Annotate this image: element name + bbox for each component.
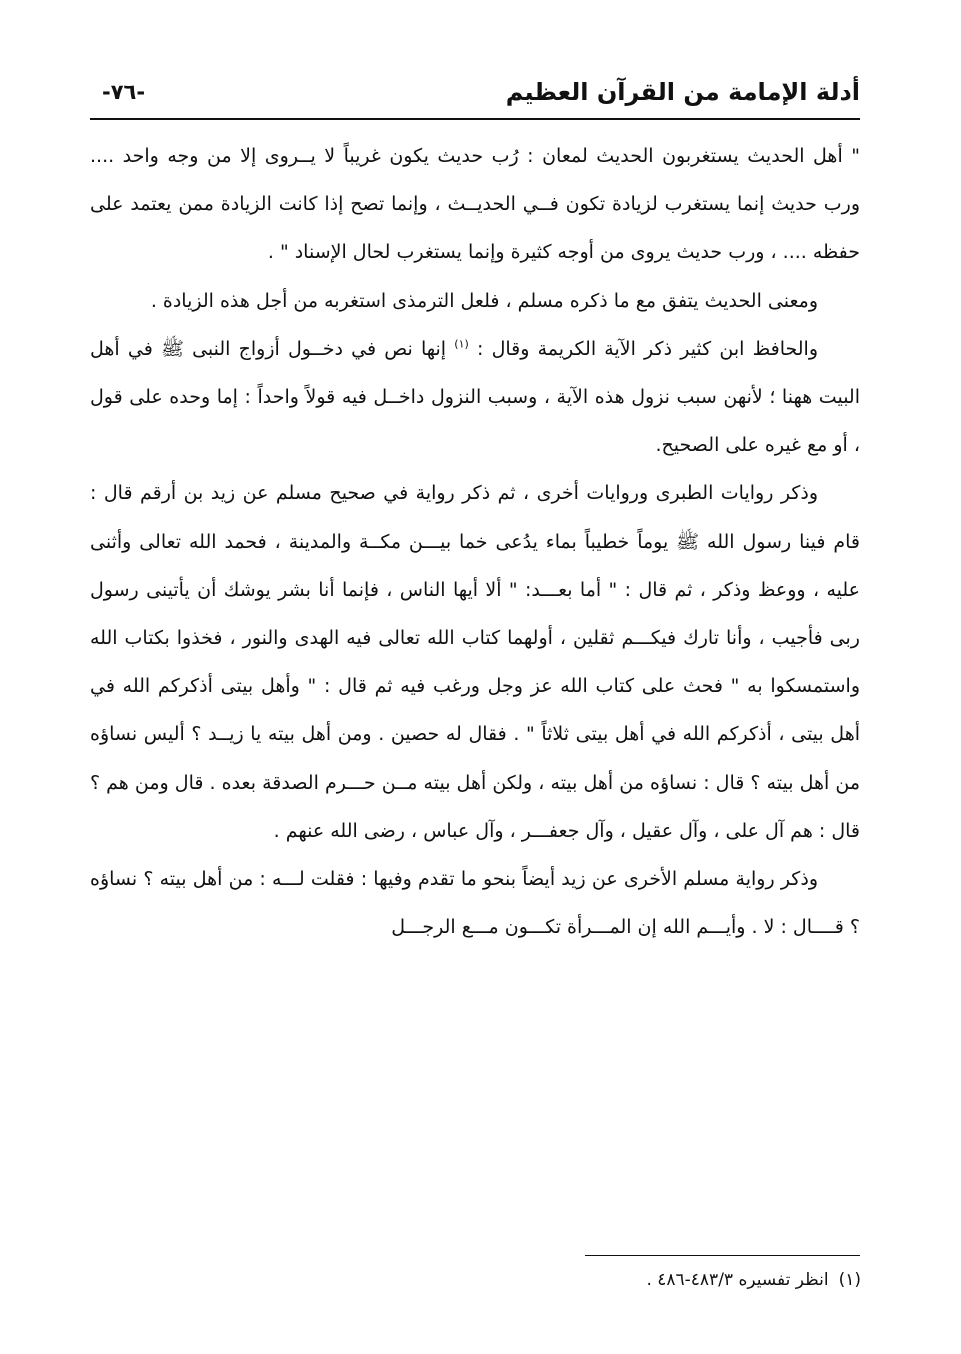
paragraph-other-narration: وذكر رواية مسلم الأخرى عن زيد أيضاً بنحو ما تقدم وفيها : فقلت لـــه : من أهل بيته ؟ نساؤه ؟ قــــال : لا . وأيـــم الله إن المـــرأة تكـــون مـــع الرجـــل [90,868,860,939]
footnote-text: انظر تفسيره ٤٨٣/٣-٤٨٦ . [646,1270,829,1290]
page-number: -٧٦- [102,80,146,104]
paragraph-meaning: ومعنى الحديث يتفق مع ما ذكره مسلم ، فلعل الترمذى استغربه من أجل هذه الزيادة . [150,289,818,312]
page-header [90,78,860,120]
footnote-divider [585,1255,860,1256]
header-divider [90,118,860,120]
paragraph-muslim-narration: وذكر روايات الطبرى وروايات أخرى ، ثم ذكر رواية في صحيح مسلم عن زيد بن أرقم قال : قام فينا رسول الله ﷺ يوماً خطيباً بماء يدُعى خما بيـــن مكــة والمدينة ، فحمد الله تعالى وأثنى عليه ، ووعظ وذكر ، ثم قال : " أما بعـــد: " ألا أيها الناس ، فإنما أنا بشر يوشك أن يأتينى رسول ربى فأجيب ، وأنا تارك فيكـــم ثقلين ، أولهما كتاب الله تعالى فيه الهدى والنور ، فخذوا بكتاب الله واستمسكوا به " فحث على كتاب الله عز وجل ورغب فيه ثم قال : " وأهل بيتى أذكركم الله في أهل بيتى ، أذكركم الله في أهل بيتى ثلاثاً " . فقال له حصين . ومن أهل بيته يا زيــد ؟ أليس نساؤه من أهل بيته ؟ قال : نساؤه من أهل بيته ، ولكن أهل بيته مــن حـــرم الصدقة بعده . قال ومن هم ؟ قال : هم آل على ، وآل عقيل ، وآل جعفـــر ، وآل عباس ، رضى الله عنهم . [90,482,860,842]
main-text [90,132,860,951]
footnote-mark: (١) [838,1270,861,1290]
paragraph-ibn-kathir [90,325,860,470]
paragraph-text-part: والحافظ ابن كثير ذكر الآية الكريمة وقال : [476,337,819,360]
footnote-reference: (١) [454,337,469,351]
footnote [361,1270,861,1290]
paragraph-quote: " أهل الحديث يستغربون الحديث لمعان : رُب حديث يكون غريباً لا يــروى إلا من وجه واحد .... ورب حديث إنما يستغرب لزيادة تكون فــي الحديــث ، وإنما تصح إذا كانت الزيادة ممن يعتمد على حفظه .... ، ورب حديث يروى من أوجه كثيرة وإنما يستغرب لحال الإسناد " . [90,145,860,264]
book-title: أدلة الإمامة من القرآن العظيم [505,78,860,106]
paragraph-text-part: إنها نص في دخــول أزواج النبى ﷺ في أهل البيت ههنا ؛ لأنهن سبب نزول هذه الآية ، وسبب النزول داخــل فيه قولاً واحداً : إما وحده على قول ، أو مع غيره على الصحيح. [90,337,860,457]
